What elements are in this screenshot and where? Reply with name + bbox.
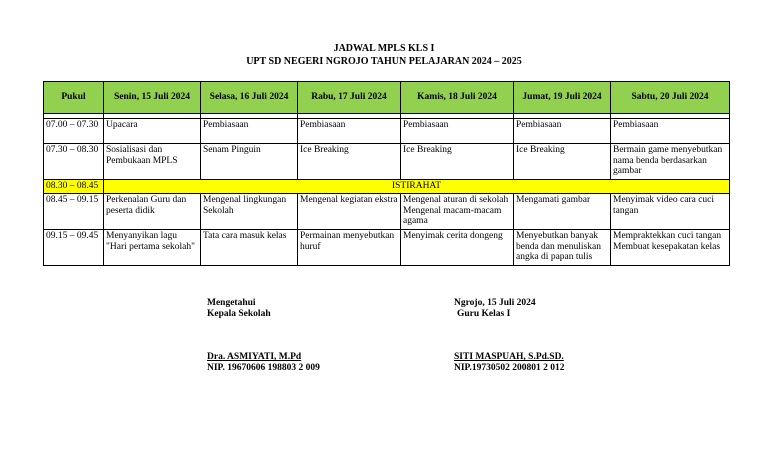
signature-left-name: Dra. ASMIYATI, M.Pd	[207, 352, 302, 362]
table-cell: Mengamati gambar	[514, 194, 611, 230]
signature-right-nip: NIP.19730502 200801 2 012	[454, 363, 565, 373]
table-cell: Menyimak cerita dongeng	[401, 230, 514, 266]
time-cell: 08.30 – 08.45	[44, 180, 104, 194]
signature-right-name: SITI MASPUAH, S.Pd.SD.	[454, 352, 564, 362]
time-cell: 09.15 – 09.45	[44, 230, 104, 266]
table-cell: Menyebutkan banyak benda dan menuliskan angka di papan tulis	[514, 230, 611, 266]
table-cell: Mengenal kegiatan ekstra	[298, 194, 401, 230]
table-cell: Pembiasaan	[514, 119, 611, 144]
header-senin: Senin, 15 Juli 2024	[104, 82, 201, 114]
signature-right-block	[454, 298, 536, 320]
table-cell: Mempraktekkan cuci tangan Membuat kesepakatan kelas	[611, 230, 730, 266]
time-cell: 07.30 – 08.30	[44, 144, 104, 180]
header-rabu: Rabu, 17 Juli 2024	[298, 82, 401, 114]
header-kamis: Kamis, 18 Juli 2024	[401, 82, 514, 114]
header-sabtu: Sabtu, 20 Juli 2024	[611, 82, 730, 114]
table-cell: Pembiasaan	[611, 119, 730, 144]
table-cell: Menyimak video cara cuci tangan	[611, 194, 730, 230]
table-cell: Mengenal aturan di sekolah Mengenal macam-macam agama	[401, 194, 514, 230]
table-cell: Permainan menyebutkan huruf	[298, 230, 401, 266]
header-pukul: Pukul	[44, 82, 104, 114]
signature-left-line2: Kepala Sekolah	[207, 309, 271, 319]
header-selasa: Selasa, 16 Juli 2024	[201, 82, 298, 114]
signature-right-name-block	[454, 352, 565, 374]
table-row	[44, 144, 730, 180]
document-title: JADWAL MPLS KLS I	[333, 43, 435, 54]
signature-left-name-block	[207, 352, 320, 374]
table-cell: Sosialisasi dan Pembukaan MPLS	[104, 144, 201, 180]
table-cell: Tata cara masuk kelas	[201, 230, 298, 266]
table-cell: Upacara	[104, 119, 201, 144]
table-cell: Pembiasaan	[298, 119, 401, 144]
table-cell: Pembiasaan	[401, 119, 514, 144]
table-cell: Senam Pinguin	[201, 144, 298, 180]
table-cell: Ice Breaking	[514, 144, 611, 180]
table-cell: Ice Breaking	[401, 144, 514, 180]
signature-left-nip: NIP. 19670606 198803 2 009	[207, 363, 320, 373]
table-row	[44, 230, 730, 266]
signature-right-line2: Guru Kelas I	[457, 309, 511, 319]
header-row	[44, 82, 730, 114]
table-cell: Ice Breaking	[298, 144, 401, 180]
break-label: ISTIRAHAT	[104, 180, 730, 194]
table-row	[44, 194, 730, 230]
table-cell: Menyanyikan lagu "Hari pertama sekolah"	[104, 230, 201, 266]
document-subtitle: UPT SD NEGERI NGROJO TAHUN PELAJARAN 2024 – 2025	[246, 56, 522, 67]
table-row	[44, 119, 730, 144]
schedule-table	[43, 81, 730, 266]
table-cell: Pembiasaan	[201, 119, 298, 144]
table-cell: Bermain game menyebutkan nama benda berdasarkan gambar	[611, 144, 730, 180]
table-cell: Perkenalan Guru dan peserta didik	[104, 194, 201, 230]
signature-left-line1: Mengetahui	[207, 298, 256, 308]
signature-right-line1: Ngrojo, 15 Juli 2024	[454, 298, 536, 308]
time-cell: 07.00 – 07.30	[44, 119, 104, 144]
time-cell: 08.45 – 09.15	[44, 194, 104, 230]
table-cell: Mengenal lingkungan Sekolah	[201, 194, 298, 230]
header-jumat: Jumat, 19 Juli 2024	[514, 82, 611, 114]
break-row	[44, 180, 730, 194]
signature-left-block	[207, 298, 271, 320]
